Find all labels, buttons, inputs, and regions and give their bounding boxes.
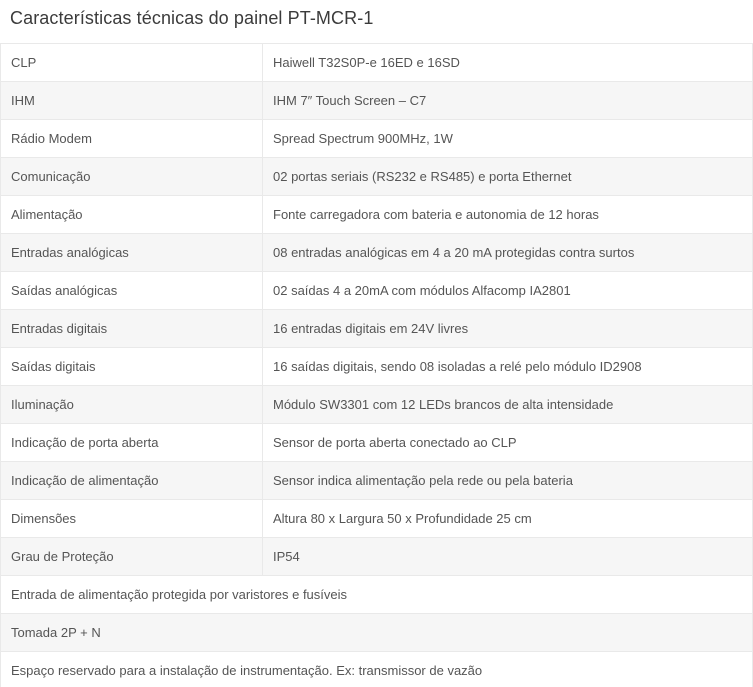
spec-value-cell: Fonte carregadora com bateria e autonomia de 12 horas [263, 196, 753, 234]
table-row [1, 348, 753, 386]
table-row [1, 120, 753, 158]
spec-label-cell: Alimentação [1, 196, 263, 234]
spec-value-cell: Módulo SW3301 com 12 LEDs brancos de alta intensidade [263, 386, 753, 424]
spec-value-cell: 02 saídas 4 a 20mA com módulos Alfacomp IA2801 [263, 272, 753, 310]
spec-label-cell: Indicação de alimentação [1, 462, 263, 500]
spec-label-cell: Saídas analógicas [1, 272, 263, 310]
page-header [0, 0, 753, 36]
full-width-row [1, 614, 753, 652]
table-row [1, 386, 753, 424]
table-row [1, 82, 753, 120]
spec-table [0, 43, 753, 687]
full-width-cell: Tomada 2P + N [1, 614, 753, 652]
full-width-row [1, 576, 753, 614]
spec-label-cell: Entradas digitais [1, 310, 263, 348]
table-row [1, 310, 753, 348]
spec-value-cell: Altura 80 x Largura 50 x Profundidade 25 cm [263, 500, 753, 538]
table-row [1, 462, 753, 500]
spec-label-cell: Grau de Proteção [1, 538, 263, 576]
spec-value-cell: 16 entradas digitais em 24V livres [263, 310, 753, 348]
spec-value-cell: Haiwell T32S0P-e 16ED e 16SD [263, 44, 753, 82]
spec-label-cell: Dimensões [1, 500, 263, 538]
page-title: Características técnicas do painel PT-MCR-1 [10, 8, 374, 28]
spec-label-cell: Saídas digitais [1, 348, 263, 386]
spec-label-cell: Entradas analógicas [1, 234, 263, 272]
spec-value-cell: Spread Spectrum 900MHz, 1W [263, 120, 753, 158]
table-row [1, 272, 753, 310]
full-width-row [1, 652, 753, 687]
spec-label-cell: Comunicação [1, 158, 263, 196]
spec-label-cell: IHM [1, 82, 263, 120]
table-row [1, 500, 753, 538]
spec-label-cell: Indicação de porta aberta [1, 424, 263, 462]
spec-label-cell: Iluminação [1, 386, 263, 424]
spec-label-cell: CLP [1, 44, 263, 82]
spec-value-cell: Sensor indica alimentação pela rede ou pela bateria [263, 462, 753, 500]
table-row [1, 234, 753, 272]
spec-value-cell: IHM 7″ Touch Screen – C7 [263, 82, 753, 120]
spec-value-cell: 08 entradas analógicas em 4 a 20 mA protegidas contra surtos [263, 234, 753, 272]
spec-value-cell: 02 portas seriais (RS232 e RS485) e porta Ethernet [263, 158, 753, 196]
table-row [1, 158, 753, 196]
spec-label-cell: Rádio Modem [1, 120, 263, 158]
spec-table-body [1, 44, 753, 687]
spec-value-cell: 16 saídas digitais, sendo 08 isoladas a relé pelo módulo ID2908 [263, 348, 753, 386]
table-row [1, 538, 753, 576]
spec-value-cell: IP54 [263, 538, 753, 576]
table-row [1, 44, 753, 82]
full-width-cell: Espaço reservado para a instalação de instrumentação. Ex: transmissor de vazão [1, 652, 753, 687]
full-width-cell: Entrada de alimentação protegida por varistores e fusíveis [1, 576, 753, 614]
table-row [1, 196, 753, 234]
table-row [1, 424, 753, 462]
spec-value-cell: Sensor de porta aberta conectado ao CLP [263, 424, 753, 462]
